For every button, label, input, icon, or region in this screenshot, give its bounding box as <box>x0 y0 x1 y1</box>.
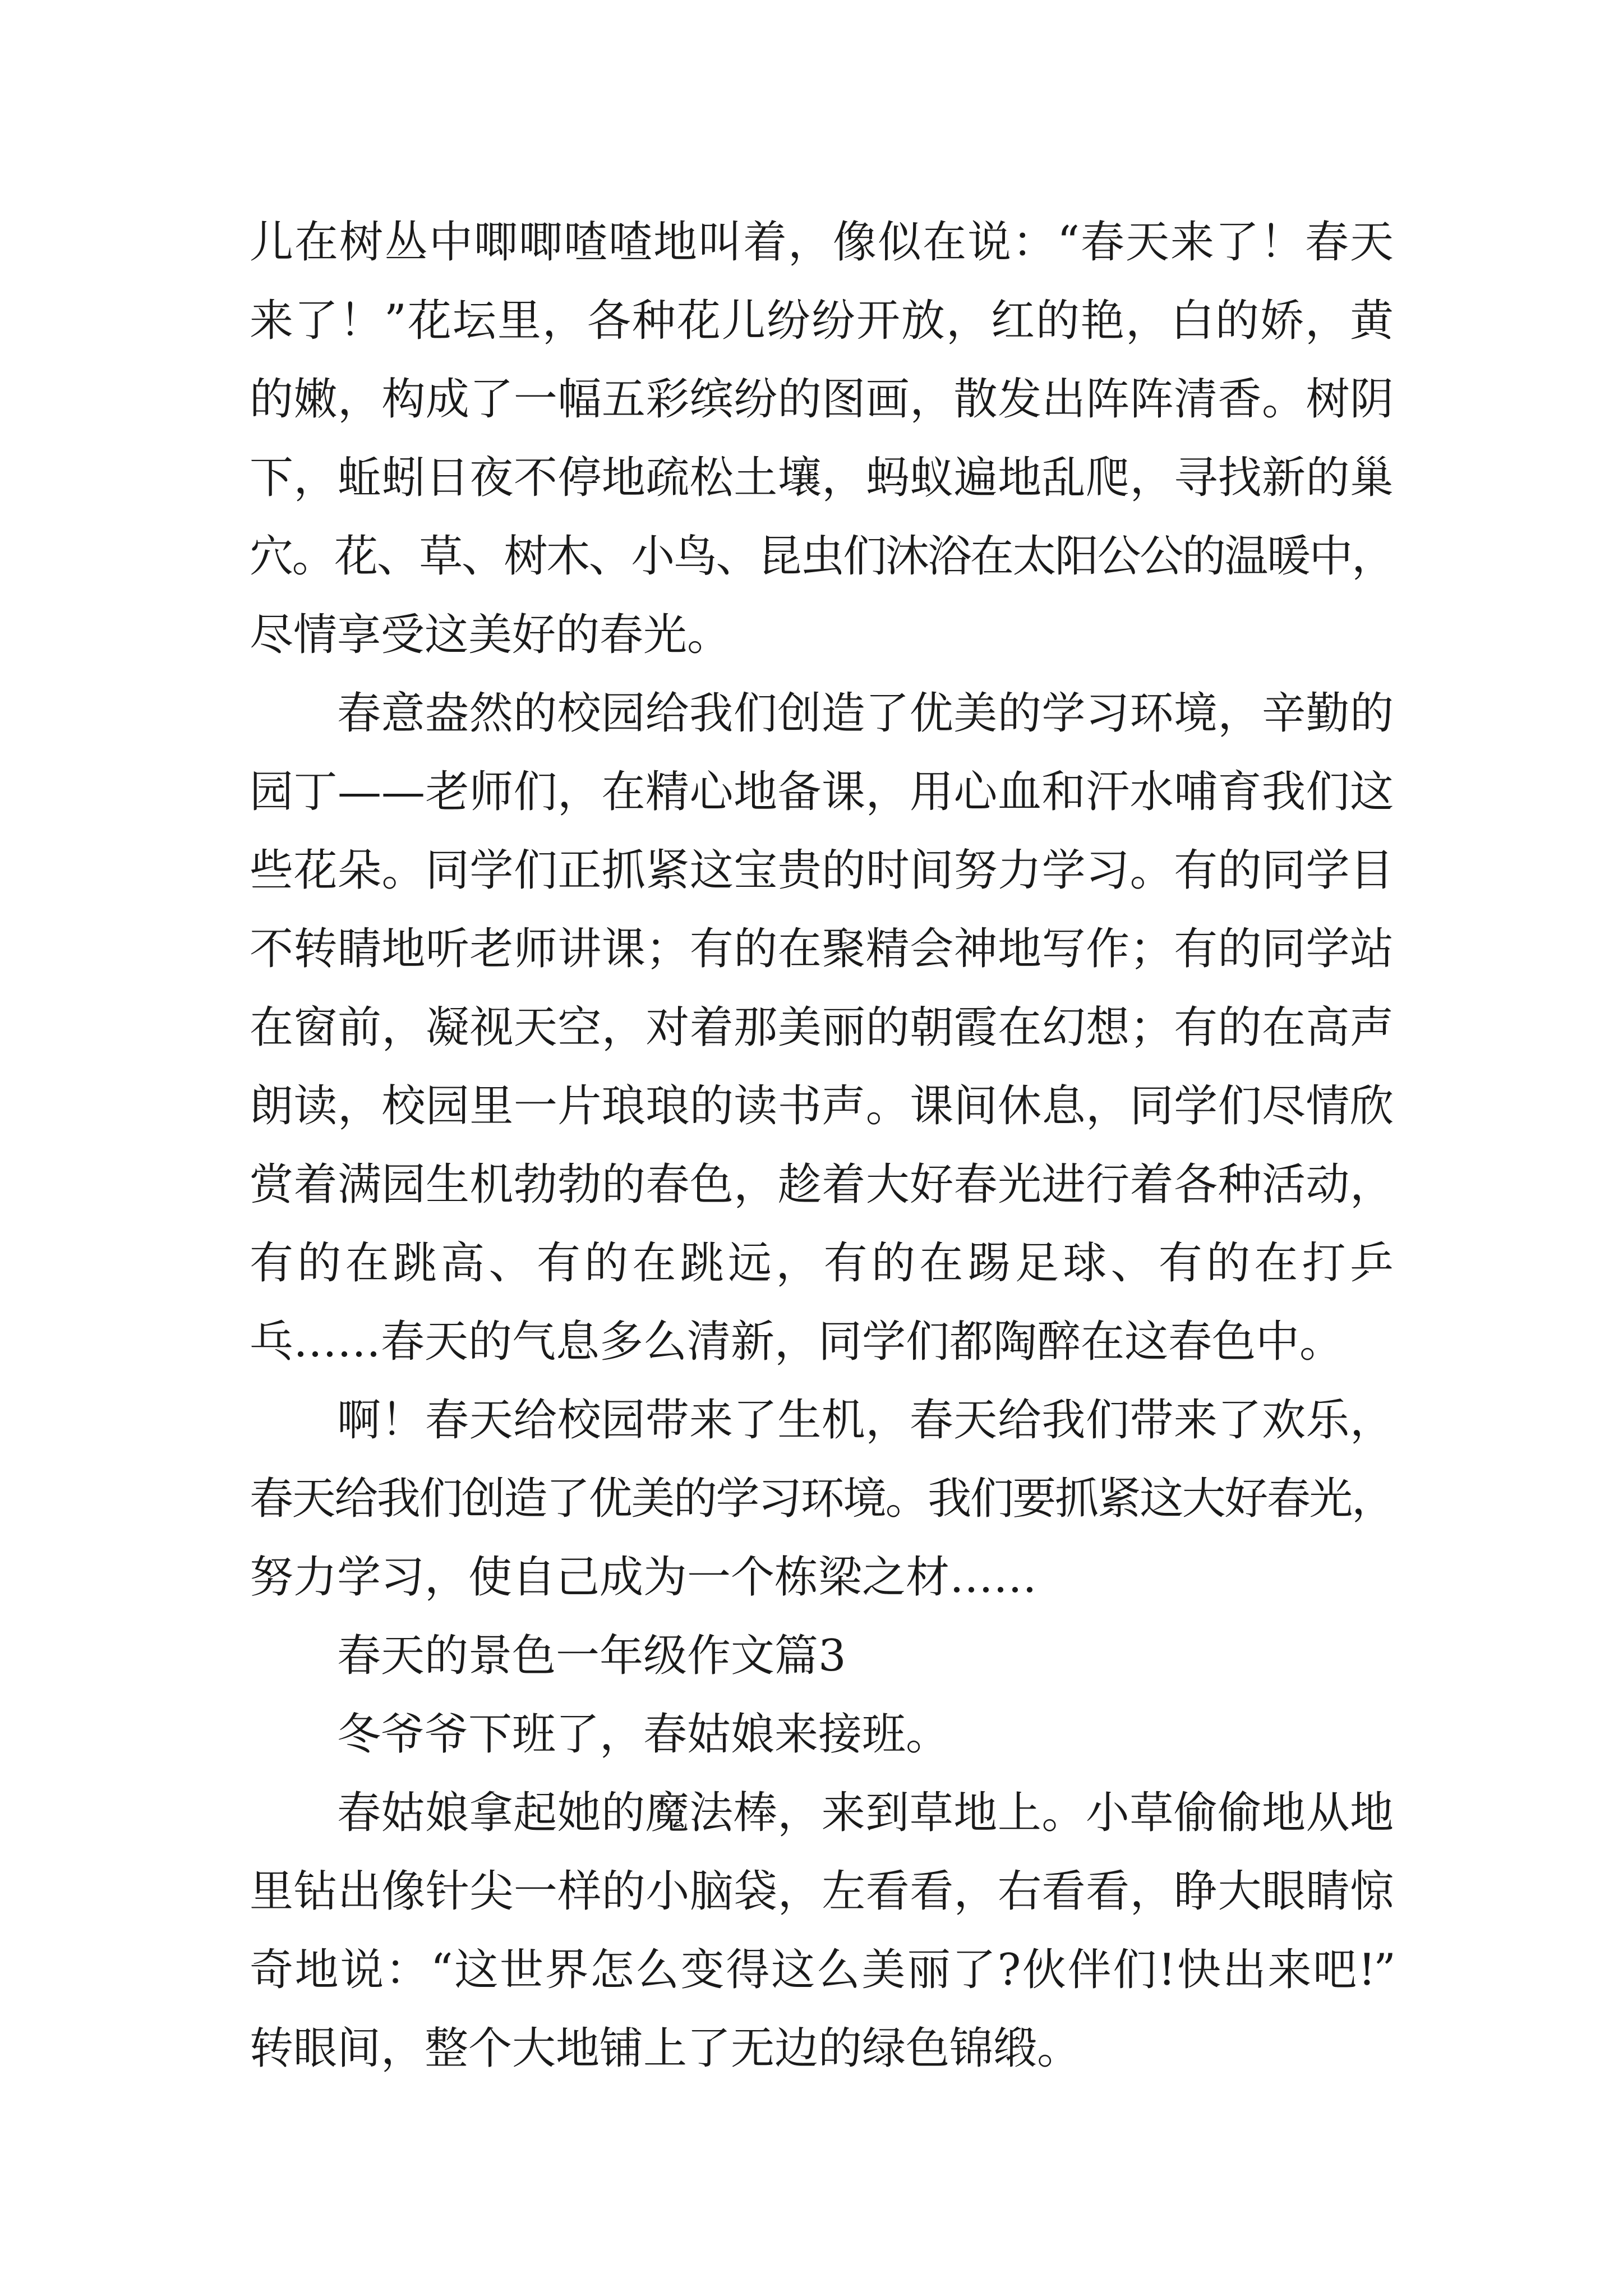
text-line: 不转睛地听老师讲课；有的在聚精会神地写作；有的同学站 <box>250 924 1394 974</box>
text-line: 啊！春天给校园带来了生机，春天给我们带来了欢乐， <box>337 1395 1394 1446</box>
paragraph <box>250 1695 1394 1774</box>
text-line: 园丁——老师们，在精心地备课，用心血和汗水哺育我们这 <box>250 767 1394 817</box>
text-line: 努力学习，使自己成为一个栋梁之材…… <box>250 1552 1038 1603</box>
text-line: 朗读，校园里一片琅琅的读书声。课间休息，同学们尽情欣 <box>250 1081 1394 1131</box>
paragraph <box>250 674 1394 1381</box>
text-column <box>250 203 1394 2088</box>
paragraph <box>250 1774 1394 2088</box>
text-line: 尽情享受这美好的春光。 <box>250 610 731 660</box>
section-title-text: 春天的景色一年级作文篇3 <box>337 1631 846 1681</box>
text-line: 冬爷爷下班了，春姑娘来接班。 <box>337 1709 950 1760</box>
text-line: 奇地说：“这世界怎么变得这么美丽了?伙伴们!快出来吧!” <box>250 1945 1394 1995</box>
paragraph <box>250 1381 1394 1617</box>
text-line: 春姑娘拿起她的魔法棒，来到草地上。小草偷偷地从地 <box>337 1788 1394 1838</box>
section-title <box>250 1617 1394 1695</box>
text-line: 穴。花、草、树木、小鸟、昆虫们沐浴在太阳公公的温暖中， <box>250 531 1394 582</box>
text-line: 赏着满园生机勃勃的春色，趁着大好春光进行着各种活动， <box>250 1159 1394 1210</box>
text-line: 些花朵。同学们正抓紧这宝贵的时间努力学习。有的同学目 <box>250 845 1394 896</box>
text-line: 春意盎然的校园给我们创造了优美的学习环境，辛勤的 <box>337 688 1394 739</box>
text-line: 有的在跳高、有的在跳远，有的在踢足球、有的在打乒 <box>250 1238 1394 1289</box>
text-line: 春天给我们创造了优美的学习环境。我们要抓紧这大好春光， <box>250 1474 1394 1524</box>
text-line: 下，蚯蚓日夜不停地疏松土壤，蚂蚁遍地乱爬，寻找新的巢 <box>250 453 1394 503</box>
text-line: 的嫩，构成了一幅五彩缤纷的图画，散发出阵阵清香。树阴 <box>250 374 1394 425</box>
text-line: 里钻出像针尖一样的小脑袋，左看看，右看看，睁大眼睛惊 <box>250 1866 1394 1917</box>
text-line: 儿在树丛中唧唧喳喳地叫着，像似在说：“春天来了！春天 <box>250 217 1394 268</box>
text-line: 来了！”花坛里，各种花儿纷纷开放，红的艳，白的娇，黄 <box>250 296 1394 346</box>
paragraph <box>250 203 1394 674</box>
text-line: 在窗前，凝视天空，对着那美丽的朝霞在幻想；有的在高声 <box>250 1002 1394 1053</box>
text-line: 转眼间，整个大地铺上了无边的绿色锦缎。 <box>250 2023 1081 2074</box>
text-line: 乓……春天的气息多么清新，同学们都陶醉在这春色中。 <box>250 1317 1344 1367</box>
